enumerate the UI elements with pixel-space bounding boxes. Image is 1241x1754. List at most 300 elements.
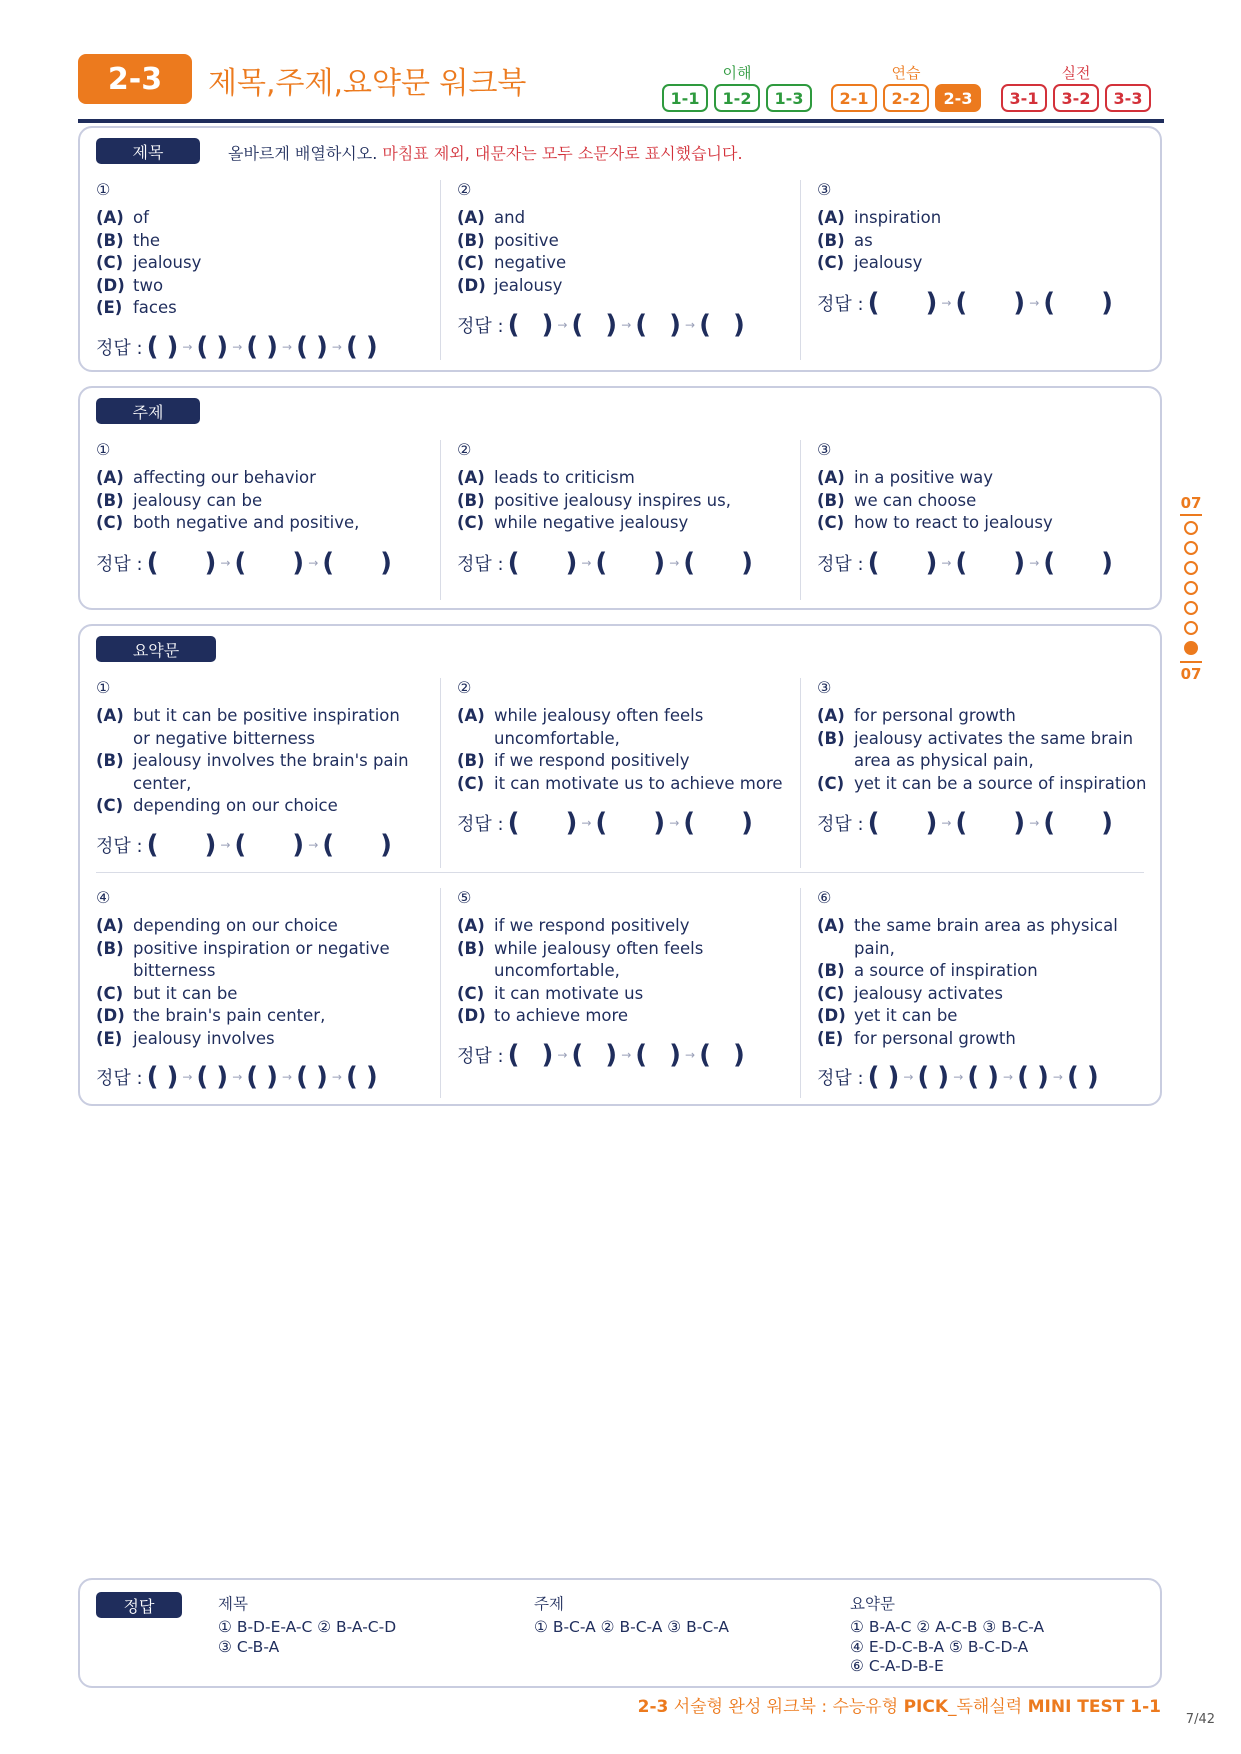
arrow-icon: → [232, 1070, 243, 1084]
answer-blank-row [96, 830, 392, 860]
arrow-icon: → [557, 1048, 568, 1062]
open-paren: ( [296, 1062, 308, 1092]
answer-slot[interactable] [683, 808, 753, 838]
choice-text: to achieve more [494, 1006, 629, 1025]
arrow-icon: → [557, 318, 568, 332]
open-paren: ( [595, 808, 608, 838]
choice-item [817, 467, 1160, 490]
open-paren: ( [683, 548, 696, 578]
question-2 [440, 440, 800, 600]
lesson-badge: 2-3 [78, 54, 192, 104]
arrow-icon: → [669, 816, 680, 830]
close-paren: ) [1013, 288, 1026, 318]
choice-label: (B) [96, 751, 124, 770]
choice-item [457, 252, 800, 275]
arrow-icon: → [308, 838, 319, 852]
instruction-text: 올바르게 배열하시오. [228, 144, 378, 163]
question-1 [80, 678, 440, 868]
question-4 [80, 888, 440, 1098]
nav-button-1-2[interactable]: 1-2 [714, 84, 760, 112]
page-dot-6[interactable] [1184, 621, 1198, 635]
choice-item [457, 705, 800, 750]
page-dot-2[interactable] [1184, 541, 1198, 555]
nav-group-label: 이해 [722, 64, 752, 82]
answer-slot[interactable] [296, 332, 328, 362]
answer-label: 정답 : [96, 554, 143, 575]
choice-label: (A) [457, 208, 485, 227]
open-paren: ( [571, 1040, 584, 1070]
answer-slot[interactable] [683, 548, 753, 578]
answer-slot[interactable] [955, 288, 1025, 318]
choice-text: faces [133, 298, 177, 317]
nav-button-3-1[interactable]: 3-1 [1001, 84, 1047, 112]
open-paren: ( [507, 548, 520, 578]
close-paren: ) [166, 1062, 179, 1092]
page-dot-3[interactable] [1184, 561, 1198, 575]
section-tag: 요약문 [96, 636, 216, 662]
answer-blank-row [817, 808, 1113, 838]
close-paren: ) [1013, 548, 1026, 578]
answer-slot[interactable] [508, 548, 578, 578]
choice-item [457, 512, 800, 535]
answer-line: ① B-D-E-A-C ② B-A-C-D [218, 1618, 397, 1636]
close-paren: ) [732, 310, 745, 340]
choice-label: (A) [457, 468, 485, 487]
arrow-icon: → [581, 816, 592, 830]
answer-slot[interactable] [246, 332, 278, 362]
answer-slot[interactable] [917, 1062, 949, 1092]
choice-label: (D) [457, 1006, 486, 1025]
close-paren: ) [937, 1062, 950, 1092]
side-page-nav [1178, 494, 1204, 683]
choice-item [457, 915, 800, 938]
answer-slot[interactable] [955, 548, 1025, 578]
page-dot-1[interactable] [1184, 521, 1198, 535]
answer-slot[interactable] [196, 332, 228, 362]
close-paren: ) [204, 548, 217, 578]
close-paren: ) [732, 1040, 745, 1070]
answer-slot[interactable] [1067, 1062, 1099, 1092]
answer-slot[interactable] [967, 1062, 999, 1092]
page-title: 제목,주제,요약문 워크북 [208, 66, 527, 101]
open-paren: ( [322, 830, 335, 860]
choice-text: two [133, 275, 164, 295]
answer-slot[interactable] [868, 288, 938, 318]
choice-text: while jealousy often feels [494, 706, 704, 725]
close-paren: ) [1013, 808, 1026, 838]
answer-slot[interactable] [508, 808, 578, 838]
open-paren: ( [867, 548, 880, 578]
question-number: ⑤ [457, 888, 472, 907]
question-number: ① [96, 678, 111, 697]
answer-slot[interactable] [1043, 548, 1113, 578]
close-paren: ) [565, 548, 578, 578]
answer-slot[interactable] [196, 1062, 228, 1092]
nav-button-1-3[interactable]: 1-3 [766, 84, 812, 112]
answer-blank-row [457, 808, 753, 838]
choice-label: (B) [457, 751, 485, 770]
answer-col-head: 주제 [534, 1595, 564, 1613]
choice-text: but it can be [133, 983, 238, 1003]
answer-slot[interactable] [635, 1040, 681, 1070]
close-paren: ) [315, 1062, 328, 1092]
close-paren: ) [216, 1062, 229, 1092]
choice-text: jealousy involves [133, 1028, 275, 1048]
choice-text: jealousy activates [854, 983, 1003, 1003]
choice-item [817, 252, 1160, 275]
choice-text-cont: or negative bitterness [133, 728, 315, 748]
question-number: ① [96, 180, 111, 199]
footer-pick: PICK [903, 1697, 948, 1717]
choice-text: in a positive way [854, 468, 993, 487]
close-paren: ) [653, 808, 666, 838]
answer-label: 정답 : [817, 294, 864, 315]
instruction [228, 141, 743, 164]
arrow-icon: → [941, 816, 952, 830]
close-paren: ) [541, 310, 554, 340]
choice-text: it can motivate us [494, 983, 644, 1003]
close-paren: ) [669, 1040, 682, 1070]
choice-text: negative [494, 253, 567, 272]
close-paren: ) [204, 830, 217, 860]
choice-item [96, 938, 440, 983]
choice-item [96, 275, 440, 298]
choice-label: (C) [96, 513, 124, 532]
answer-slot[interactable] [346, 332, 378, 362]
choice-item [96, 1028, 440, 1051]
open-paren: ( [146, 1062, 159, 1092]
choice-text-cont: area as physical pain, [854, 751, 1034, 770]
open-paren: ( [146, 548, 159, 578]
answer-blank-row [457, 1040, 745, 1070]
answer-blank-row [817, 288, 1113, 318]
answer-slot[interactable] [246, 1062, 278, 1092]
arrow-icon: → [220, 838, 231, 852]
answer-slot[interactable] [868, 1062, 900, 1092]
side-nav-bottom-label: 07 [1180, 665, 1202, 683]
answer-line: ① B-A-C ② A-C-B ③ B-C-A [850, 1618, 1045, 1636]
question-number: ② [457, 180, 472, 199]
choice-text: but it can be positive inspiration [133, 706, 400, 725]
open-paren: ( [955, 548, 968, 578]
choice-label: (B) [817, 230, 845, 250]
open-paren: ( [296, 332, 308, 362]
question-3 [800, 440, 1160, 600]
open-paren: ( [867, 1062, 880, 1092]
answer-slot[interactable] [234, 830, 304, 860]
answer-slot[interactable] [346, 1062, 378, 1092]
choice-label: (C) [817, 773, 845, 793]
choice-label: (C) [96, 983, 124, 1003]
question-number: ③ [817, 678, 832, 697]
answer-slot[interactable] [955, 808, 1025, 838]
open-paren: ( [955, 808, 968, 838]
answer-blank-row [817, 548, 1113, 578]
answer-slot[interactable] [595, 548, 665, 578]
choice-item [96, 207, 440, 230]
close-paren: ) [1036, 1062, 1049, 1092]
arrow-icon: → [685, 318, 696, 332]
question-3 [800, 180, 1160, 360]
footer-prefix: 2-3 [637, 1697, 669, 1717]
close-paren: ) [925, 288, 938, 318]
title-section [78, 126, 1162, 372]
page-dot-7-current[interactable] [1184, 641, 1198, 655]
answer-slot[interactable] [571, 310, 617, 340]
close-paren: ) [365, 332, 378, 362]
arrow-icon: → [220, 556, 231, 570]
choice-item [96, 1005, 440, 1028]
close-paren: ) [1101, 288, 1114, 318]
choice-label: (A) [457, 916, 485, 935]
choice-text: affecting our behavior [133, 468, 316, 487]
answer-col-theme [534, 1592, 729, 1638]
choice-text: if we respond positively [494, 751, 690, 770]
answer-slot[interactable] [234, 548, 304, 578]
answer-line: ④ E-D-C-B-A ⑤ B-C-D-A [850, 1637, 1029, 1656]
choice-label: (A) [817, 916, 845, 935]
choice-item [96, 490, 440, 513]
choice-text: positive inspiration or negative [133, 938, 390, 958]
choice-item [817, 512, 1160, 535]
choice-label: (C) [457, 773, 485, 793]
choice-text: while negative jealousy [494, 513, 689, 532]
choice-text: yet it can be [854, 1006, 958, 1025]
arrow-icon: → [685, 1048, 696, 1062]
open-paren: ( [955, 288, 968, 318]
choice-label: (C) [817, 513, 845, 532]
choice-item [96, 750, 440, 795]
choice-item [96, 297, 440, 320]
choice-label: (B) [96, 490, 124, 510]
open-paren: ( [1017, 1062, 1029, 1092]
answer-slot[interactable] [868, 548, 938, 578]
answer-label: 정답 : [96, 836, 143, 857]
choice-item [817, 230, 1160, 253]
page-dot-5[interactable] [1184, 601, 1198, 615]
arrow-icon: → [331, 1070, 342, 1084]
footer-mid: 서술형 완성 워크북 : 수능유형 [668, 1697, 904, 1717]
close-paren: ) [669, 310, 682, 340]
close-paren: ) [605, 1040, 618, 1070]
answer-col-title [218, 1592, 396, 1657]
choice-item [817, 1005, 1160, 1028]
answer-label: 정답 : [457, 316, 504, 337]
arrow-icon: → [941, 296, 952, 310]
open-paren: ( [699, 310, 711, 340]
choice-item [457, 207, 800, 230]
open-paren: ( [699, 1040, 711, 1070]
open-paren: ( [146, 830, 159, 860]
choice-item [817, 773, 1160, 796]
choice-text: both negative and positive, [133, 513, 360, 532]
answer-slot[interactable] [635, 310, 681, 340]
answer-slot[interactable] [147, 332, 179, 362]
choice-label: (B) [96, 230, 124, 250]
close-paren: ) [166, 332, 179, 362]
answer-slot[interactable] [1017, 1062, 1049, 1092]
choice-item [457, 750, 800, 773]
answer-slot[interactable] [322, 548, 392, 578]
answer-slot[interactable] [508, 1040, 554, 1070]
answer-slot[interactable] [595, 808, 665, 838]
choice-label: (B) [96, 938, 124, 958]
close-paren: ) [925, 808, 938, 838]
answer-blank-row [96, 332, 378, 362]
answer-slot[interactable] [322, 830, 392, 860]
choice-text-cont: center, [133, 773, 192, 793]
choice-text: jealousy activates the same brain [854, 728, 1134, 748]
nav-group-practice [831, 62, 981, 112]
question-number: ③ [817, 180, 832, 199]
open-paren: ( [683, 808, 696, 838]
close-paren: ) [987, 1062, 1000, 1092]
answer-slot[interactable] [699, 1040, 745, 1070]
close-paren: ) [292, 548, 305, 578]
open-paren: ( [246, 1062, 259, 1092]
choice-item [96, 230, 440, 253]
choice-label: (B) [457, 230, 485, 250]
answer-blank-row [96, 548, 392, 578]
arrow-icon: → [903, 1070, 914, 1084]
choice-item [96, 252, 440, 275]
choice-text: the [133, 230, 161, 250]
answer-slot[interactable] [571, 1040, 617, 1070]
arrow-icon: → [1003, 1070, 1014, 1084]
choice-item [457, 275, 800, 298]
choice-text: leads to criticism [494, 468, 635, 487]
choice-label: (D) [96, 1006, 125, 1025]
choice-item [457, 1005, 800, 1028]
row-divider [96, 872, 1144, 873]
nav-button-2-3-active[interactable]: 2-3 [935, 84, 981, 112]
open-paren: ( [1043, 288, 1056, 318]
choice-text: for personal growth [854, 1028, 1016, 1048]
choice-text: a source of inspiration [854, 961, 1038, 980]
choice-item [817, 1028, 1160, 1051]
choice-label: (B) [817, 728, 845, 748]
footer-tail: MINI TEST 1-1 [1027, 1697, 1161, 1717]
answer-label: 정답 : [96, 1068, 143, 1089]
choice-label: (A) [96, 468, 124, 487]
answer-slot[interactable] [868, 808, 938, 838]
answer-slot[interactable] [147, 548, 217, 578]
choice-label: (D) [457, 275, 486, 295]
open-paren: ( [507, 1040, 520, 1070]
choice-label: (C) [817, 253, 845, 272]
choice-text: how to react to jealousy [854, 513, 1053, 532]
choice-item [817, 705, 1160, 728]
arrow-icon: → [621, 318, 632, 332]
open-paren: ( [507, 808, 520, 838]
choice-item [96, 705, 440, 750]
open-paren: ( [635, 310, 648, 340]
open-paren: ( [345, 332, 358, 362]
answer-slot[interactable] [699, 310, 745, 340]
question-number: ③ [817, 440, 832, 459]
question-3 [800, 678, 1160, 868]
answer-slot[interactable] [1043, 808, 1113, 838]
open-paren: ( [967, 1062, 980, 1092]
answer-label: 정답 : [457, 814, 504, 835]
arrow-icon: → [669, 556, 680, 570]
nav-button-3-2[interactable]: 3-2 [1053, 84, 1099, 112]
question-number: ④ [96, 888, 111, 907]
choice-text: for personal growth [854, 706, 1016, 725]
choice-item [457, 983, 800, 1006]
answer-line: ⑥ C-A-D-B-E [850, 1657, 944, 1675]
choice-text: depending on our choice [133, 916, 338, 935]
answer-label: 정답 : [457, 1046, 504, 1067]
answer-slot[interactable] [147, 830, 217, 860]
answer-label: 정답 : [457, 554, 504, 575]
footer-mid2: _독해실력 [948, 1697, 1028, 1717]
question-number: ① [96, 440, 111, 459]
question-number: ② [457, 440, 472, 459]
choice-item [457, 230, 800, 253]
choice-text: of [133, 208, 149, 227]
choice-text: jealousy [133, 253, 202, 272]
open-paren: ( [345, 1062, 358, 1092]
nav-button-1-1[interactable]: 1-1 [662, 84, 708, 112]
question-number: ⑥ [817, 888, 832, 907]
page-number: 7/42 [1185, 1712, 1215, 1727]
choice-item [457, 490, 800, 513]
nav-button-3-3[interactable]: 3-3 [1105, 84, 1151, 112]
choice-label: (D) [817, 1006, 846, 1025]
arrow-icon: → [1029, 296, 1040, 310]
answer-slot[interactable] [508, 310, 554, 340]
nav-button-2-2[interactable]: 2-2 [883, 84, 929, 112]
choice-label: (C) [96, 796, 124, 815]
section-tag: 제목 [96, 138, 200, 164]
choice-label: (E) [96, 298, 123, 317]
theme-section [78, 386, 1162, 610]
arrow-icon: → [953, 1070, 964, 1084]
answer-label: 정답 : [817, 1068, 864, 1089]
summary-section [78, 624, 1162, 1106]
close-paren: ) [653, 548, 666, 578]
choice-text: while jealousy often feels [494, 938, 704, 958]
close-paren: ) [216, 332, 229, 362]
choice-label: (C) [817, 983, 845, 1003]
answer-slot[interactable] [296, 1062, 328, 1092]
close-paren: ) [365, 1062, 378, 1092]
arrow-icon: → [232, 340, 243, 354]
nav-button-2-1[interactable]: 2-1 [831, 84, 877, 112]
close-paren: ) [380, 548, 393, 578]
choice-item [457, 773, 800, 796]
answer-col-head: 요약문 [850, 1595, 895, 1613]
close-paren: ) [1101, 548, 1114, 578]
open-paren: ( [146, 332, 159, 362]
choice-text: jealousy involves the brain's pain [133, 751, 409, 770]
footer-title [638, 1692, 1161, 1717]
page-dot-4[interactable] [1184, 581, 1198, 595]
choice-text: the brain's pain center, [133, 1006, 326, 1025]
close-paren: ) [292, 830, 305, 860]
answer-slot[interactable] [1043, 288, 1113, 318]
header-divider [78, 119, 1164, 123]
answer-blank-row [817, 1062, 1099, 1092]
choice-item [817, 207, 1160, 230]
side-nav-top-label: 07 [1180, 494, 1202, 512]
choice-item [96, 795, 440, 818]
open-paren: ( [246, 332, 259, 362]
answer-slot[interactable] [147, 1062, 179, 1092]
choice-text: positive jealousy inspires us, [494, 490, 731, 510]
choice-text: as [854, 230, 873, 250]
